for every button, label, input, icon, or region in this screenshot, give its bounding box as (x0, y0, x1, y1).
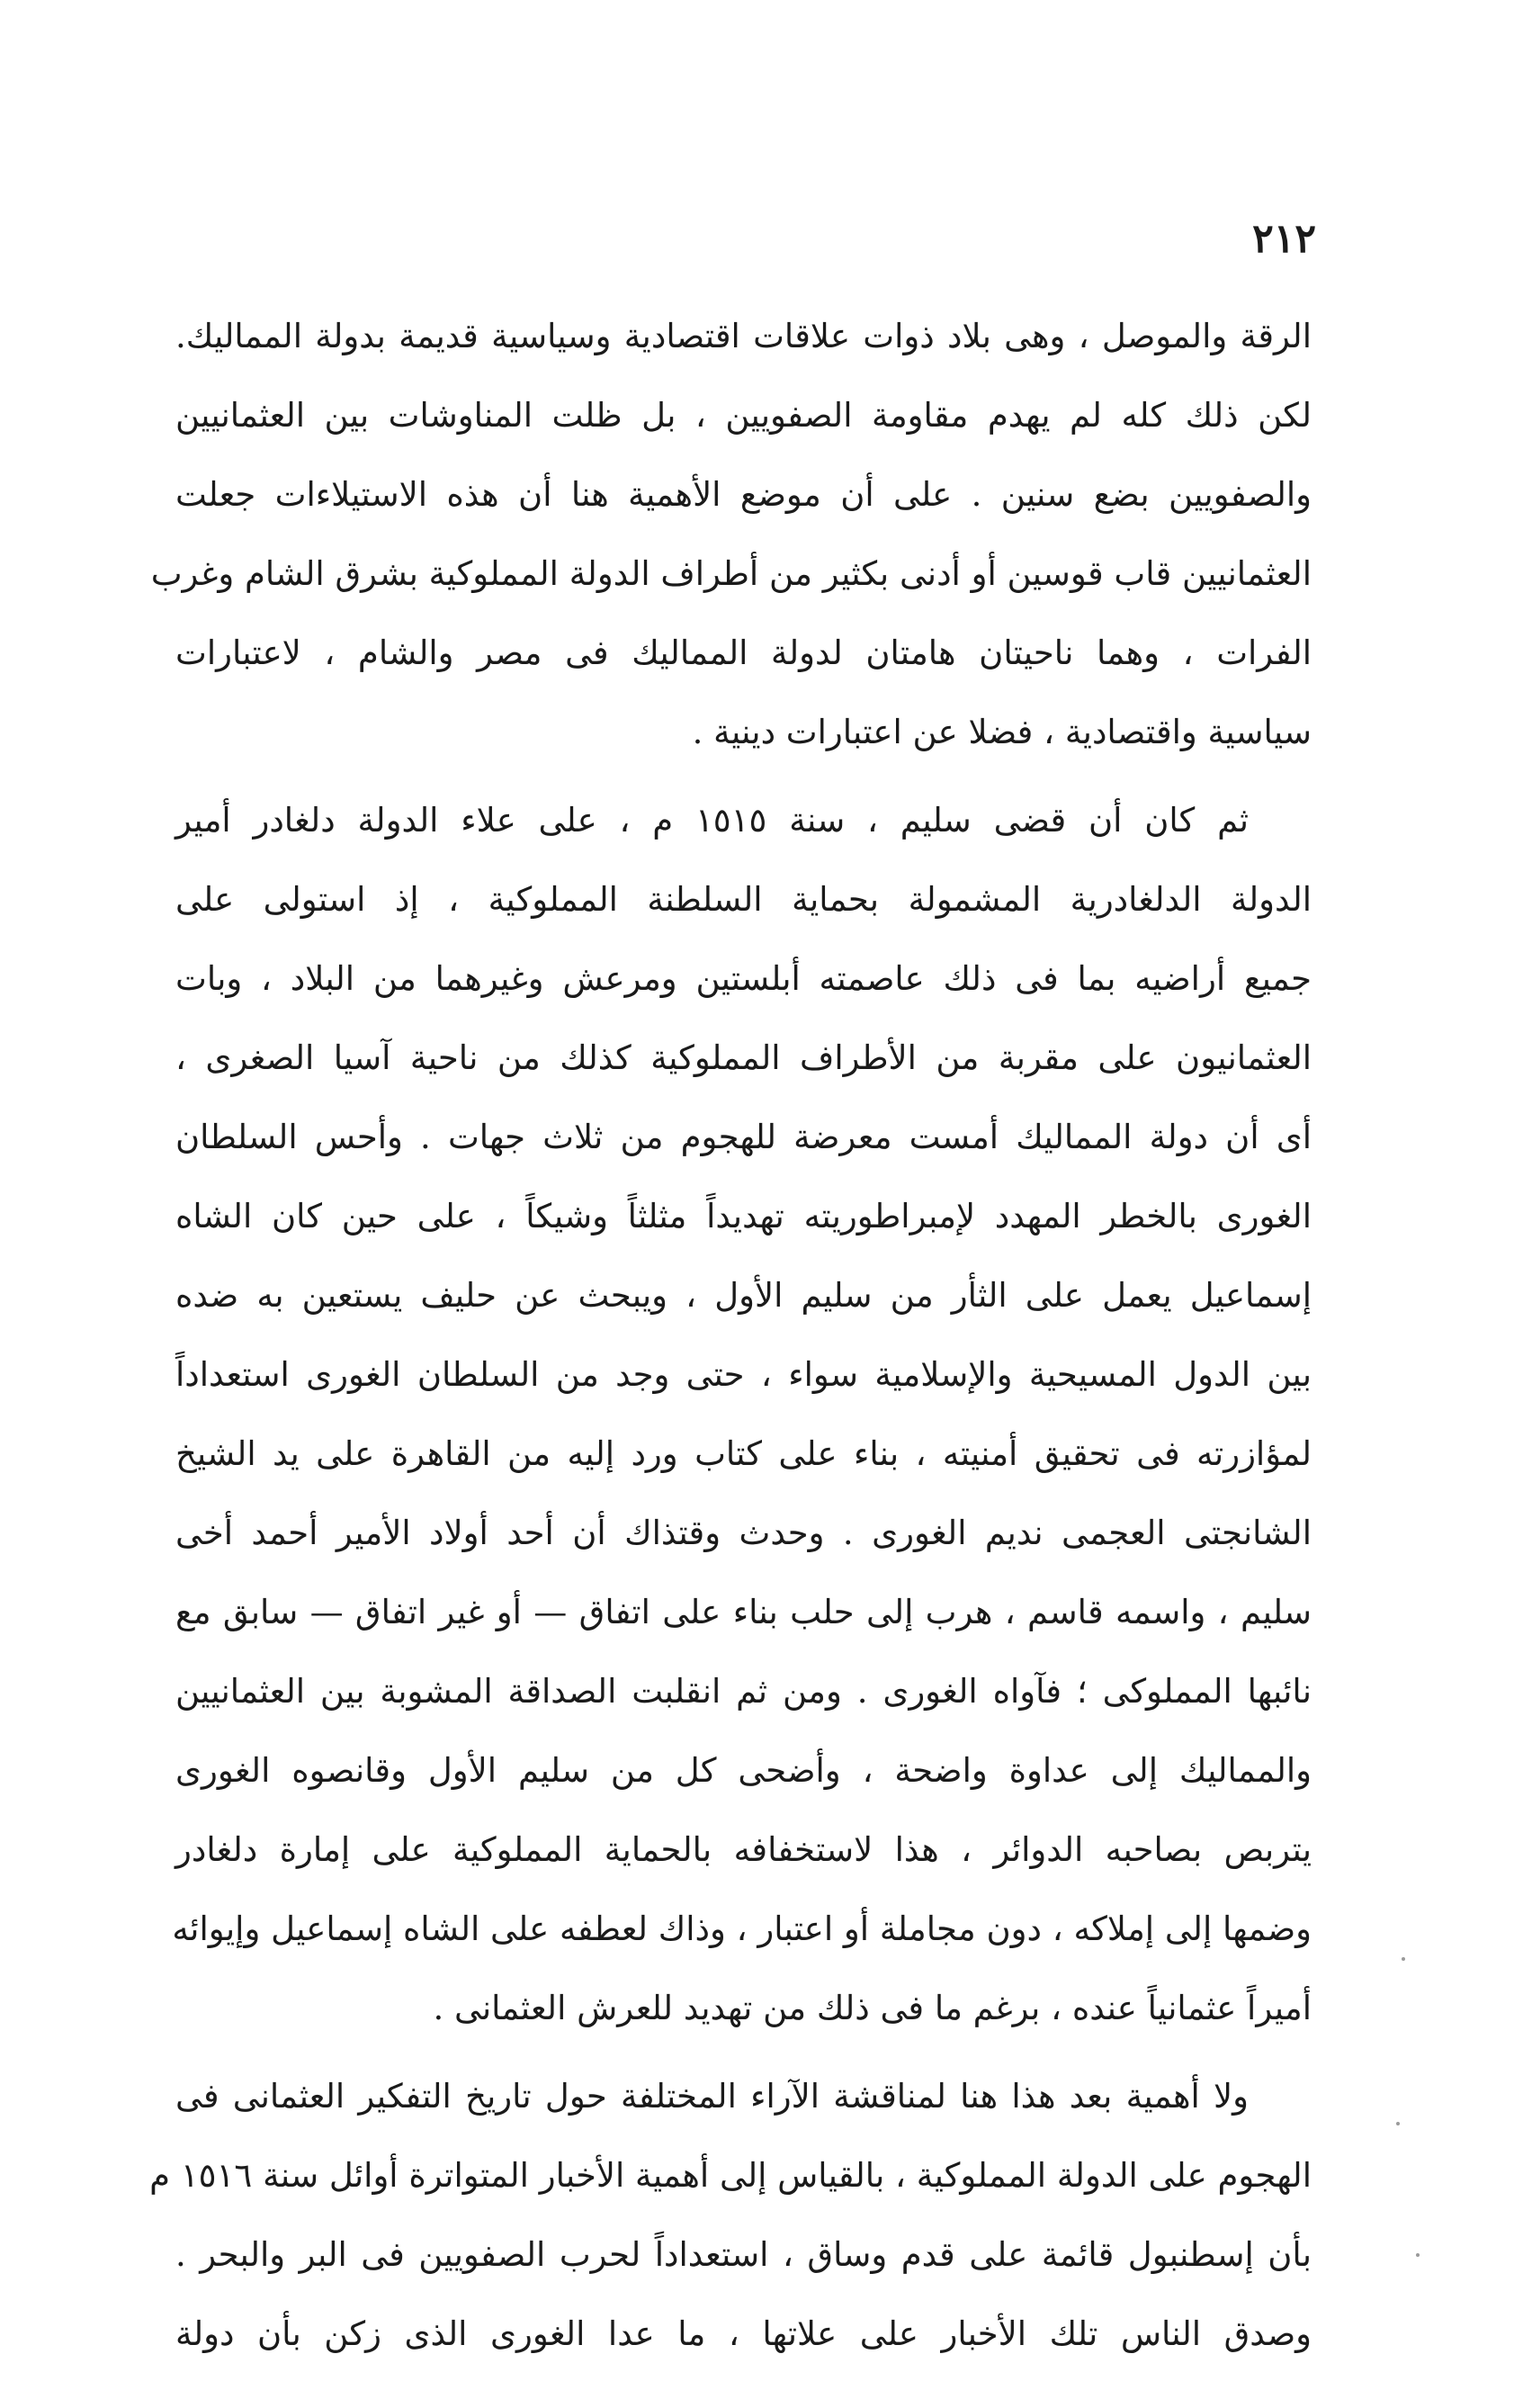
text-line: بين الدول المسيحية والإسلامية سواء ، حتى وجد من السلطان الغورى استعداداً (175, 1355, 1312, 1394)
text-line: الهجوم على الدولة المملوكية ، بالقياس إلى أهمية الأخبار المتواترة أوائل سنة ١٥١٦ م (149, 2156, 1312, 2195)
text-line: ثم كان أن قضى سليم ، سنة ١٥١٥ م ، على علاء الدولة دلغادر أمير (175, 801, 1249, 840)
page-number: ٢١٢ (1252, 216, 1316, 262)
text-line: جميع أراضيه بما فى ذلك عاصمته أبلستين ومرعش وغيرهما من البلاد ، وبات (175, 959, 1312, 998)
text-line: نائبها المملوكى ؛ فآواه الغورى . ومن ثم انقلبت الصداقة المشوبة بين العثمانيين (175, 1672, 1312, 1711)
text-line: الشانجتى العجمى نديم الغورى . وحدث وقتذاك أن أحد أولاد الأمير أحمد أخى (175, 1514, 1312, 1552)
paragraph-3 (149, 2057, 1312, 2374)
text-line: العثمانيين قاب قوسين أو أدنى بكثير من أطراف الدولة المملوكية بشرق الشام وغرب (150, 554, 1312, 593)
text-line: الفرات ، وهما ناحيتان هامتان لدولة المماليك فى مصر والشام ، لاعتبارات (175, 633, 1312, 672)
paragraph-2 (172, 781, 1312, 2048)
text-line: الرقة والموصل ، وهى بلاد ذوات علاقات اقتصادية وسياسية قديمة بدولة المماليك. (175, 317, 1312, 355)
text-line: أى أن دولة المماليك أمست معرضة للهجوم من ثلاث جهات . وأحس السلطان (175, 1118, 1312, 1156)
margin-speck (1402, 1957, 1405, 1961)
text-line: يتربص بصاحبه الدوائر ، هذا لاستخفافه بالحماية المملوكية على إمارة دلغادر (175, 1830, 1312, 1869)
text-line: الدولة الدلغادرية المشمولة بحماية السلطنة المملوكية ، إذ استولى على (175, 880, 1312, 919)
text-line: بأن إسطنبول قائمة على قدم وساق ، استعداداً لحرب الصفويين فى البر والبحر . (175, 2235, 1312, 2274)
text-line: والصفويين بضع سنين . على أن موضع الأهمية هنا أن هذه الاستيلاءات جعلت (175, 475, 1312, 514)
paragraph-1 (150, 297, 1312, 772)
text-line: سياسية واقتصادية ، فضلا عن اعتبارات دينية . (692, 713, 1312, 751)
text-line: لكن ذلك كله لم يهدم مقاومة الصفويين ، بل ظلت المناوشات بين العثمانيين (175, 396, 1312, 435)
body-text (149, 297, 1312, 2374)
margin-speck (1416, 2253, 1420, 2257)
margin-speck (1396, 2122, 1400, 2125)
text-line: ولا أهمية بعد هذا هنا لمناقشة الآراء المختلفة حول تاريخ التفكير العثمانى فى (175, 2077, 1249, 2116)
text-line: أميراً عثمانياً عنده ، برغم ما فى ذلك من تهديد للعرش العثمانى . (433, 1989, 1312, 2027)
text-line: إسماعيل يعمل على الثأر من سليم الأول ، ويبحث عن حليف يستعين به ضده (175, 1276, 1312, 1315)
text-line: لمؤازرته فى تحقيق أمنيته ، بناء على كتاب ورد إليه من القاهرة على يد الشيخ (175, 1434, 1312, 1473)
text-line: وضمها إلى إملاكه ، دون مجاملة أو اعتبار ، وذاك لعطفه على الشاه إسماعيل وإيوائه (172, 1909, 1312, 1948)
text-line: سليم ، واسمه قاسم ، هرب إلى حلب بناء على اتفاق — أو غير اتفاق — سابق مع (175, 1593, 1312, 1631)
text-line: الغورى بالخطر المهدد لإمبراطوريته تهديداً مثلثاً وشيكاً ، على حين كان الشاه (175, 1197, 1312, 1235)
text-line: والمماليك إلى عداوة واضحة ، وأضحى كل من سليم الأول وقانصوه الغورى (175, 1751, 1312, 1790)
text-line: العثمانيون على مقربة من الأطراف المملوكية كذلك من ناحية آسيا الصغرى ، (175, 1038, 1312, 1077)
text-line: وصدق الناس تلك الأخبار على علاتها ، ما عدا الغورى الذى زكن بأن دولة (175, 2314, 1312, 2353)
